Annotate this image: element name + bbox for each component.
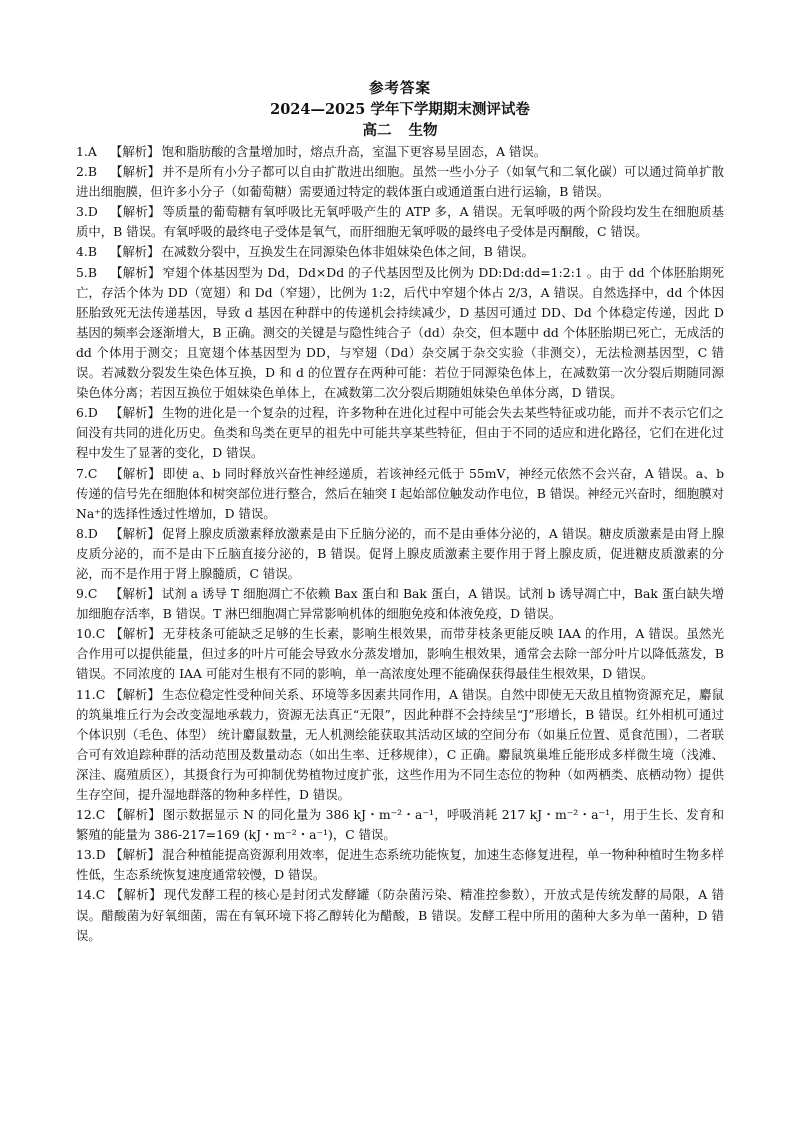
analysis-text: 即使 a、b 同时释放兴奋性神经递质，若该神经元低于 55mV，神经元依然不会兴奋，A 错误。a、b 传递的信号先在细胞体和树突部位进行整合，然后在轴突 I 起始部位触发动作电位，B 错误。神经元兴奋时，细胞膜对 Na⁺的选择性透过性增加，D 错误。 xyxy=(76,465,724,521)
grade-label: 高二 xyxy=(362,122,392,139)
grade-subject xyxy=(76,120,724,141)
analysis-text: 促肾上腺皮质激素释放激素是由下丘脑分泌的，而不是由垂体分泌的，A 错误。糖皮质激素是由肾上腺皮质分泌的，而不是由下丘脑直接分泌的，B 错误。促肾上腺皮质激素主要作用于肾上腺皮质，促进糖皮质激素的分泌，而不是作用于肾上腺髓质，C 错误。 xyxy=(76,525,725,581)
question-number: 8.D xyxy=(76,525,98,541)
answer-item xyxy=(76,685,724,806)
question-number: 2.B xyxy=(76,164,97,180)
question-number: 1.A xyxy=(76,144,97,159)
analysis-tag: 【解析】 xyxy=(110,204,161,220)
exam-name: 2024—2025 学年下学期期末测评试卷 xyxy=(270,101,530,118)
analysis-text: 窄翅个体基因型为 Dd，Dd×Dd 的子代基因型及比例为 DD:Dd:dd=1:2:1 。由于 dd 个体胚胎期死亡，存活个体为 DD（宽翅）和 Dd（窄翅），比例为 1:2，后代中窄翅个体占 2/3，A 错误。自然选择中，dd 个体因胚胎致死无法传递基因，导致 d 基因在种群中的传递机会持续减少，D 基因可通过 DD、Dd 个体稳定传递，因此 D 基因的频率会逐渐增大，B 正确。测交的关键是与隐性纯合子（dd）杂交，但本题中 dd 个体胚胎期已死亡，无成活的 dd 个体用于测交；且宽翅个体基因型为 DD，与窄翅（Dd）杂交属于杂交实验（非测交），无法检测基因型，C 错误。若减数分裂发生染色体互换，D 和 d 的位置存在两种可能：若位于同源染色体上，在减数第一次分裂后期随同源染色体分离；若因互换位于姐妹染色单体上，在减数第二次分裂后期随姐妹染色单体分离，D 错误。 xyxy=(76,264,725,401)
answer-item xyxy=(76,242,724,262)
analysis-tag: 【解析】 xyxy=(110,164,161,180)
question-number: 9.C xyxy=(76,586,98,602)
document-title: 参考答案 xyxy=(369,80,431,97)
analysis-tag: 【解析】 xyxy=(110,144,160,159)
analysis-text: 并不是所有小分子都可以自由扩散进出细胞。虽然一些小分子（如氧气和二氧化碳）可以通过简单扩散进出细胞膜，但许多小分子（如葡萄糖）需要通过特定的载体蛋白或通道蛋白进行运输，B 错误。 xyxy=(76,164,725,200)
question-number: 13.D xyxy=(76,847,106,863)
question-number: 6.D xyxy=(76,405,98,421)
answer-item xyxy=(76,464,724,524)
analysis-text: 生态位稳定性受种间关系、环境等多因素共同作用，A 错误。自然中即使无天敌且植物资源充足，麝鼠的筑巢堆丘行为会改变湿地承载力，资源无法真正“无限”，因此种群不会持续呈“J”形增长，B 错误。红外相机可通过个体识别（毛色、体型） 统计麝鼠数量，无人机测绘能获取其活动区域的空间分布（如巢丘位置、觅食范围），二者联合可有效追踪种群的活动范围及数量动态（如出生率、迁移规律），C 正确。麝鼠筑巢堆丘能形成多样微生境（浅滩、深洼、腐殖质区），其摄食行为可抑制优势植物过度扩张，这些作用为不同生态位的物种（如两栖类、底栖动物）提供生存空间，提升湿地群落的物种多样性，D 错误。 xyxy=(76,686,725,802)
question-number: 12.C xyxy=(76,807,106,823)
answer-item xyxy=(76,263,724,404)
analysis-text: 现代发酵工程的核心是封闭式发酵罐（防杂菌污染、精准控参数），开放式是传统发酵的局限，A 错误。醋酸菌为好氧细菌，需在有氧环境下将乙醇转化为醋酸，B 错误。发酵工程中所用的菌种大多为单一菌种，D 错误。 xyxy=(76,887,725,943)
analysis-tag: 【解析】 xyxy=(110,686,161,702)
analysis-text: 在减数分裂中，互换发生在同源染色体非姐妹染色体之间，B 错误。 xyxy=(161,244,534,260)
answer-item xyxy=(76,584,724,624)
answer-item xyxy=(76,805,724,845)
analysis-text: 试剂 a 诱导 T 细胞凋亡不依赖 Bax 蛋白和 Bak 蛋白，A 错误。试剂 b 诱导凋亡中，Bak 蛋白缺失增加细胞存活率，B 错误。T 淋巴细胞凋亡异常影响机体的细胞免疫和体液免疫，D 错误。 xyxy=(76,586,724,622)
analysis-tag: 【解析】 xyxy=(110,405,161,421)
analysis-text: 图示数据显示 N 的同化量为 386 kJ・m⁻²・a⁻¹，呼吸消耗 217 kJ・m⁻²・a⁻¹，用于生长、发育和繁殖的能量为 386-217=169 (kJ・m⁻²・a⁻¹)，C 错误。 xyxy=(76,807,724,843)
question-number: 11.C xyxy=(76,686,106,702)
answer-item xyxy=(76,202,724,242)
question-number: 5.B xyxy=(76,264,97,280)
subject-label: 生物 xyxy=(408,122,438,139)
analysis-tag: 【解析】 xyxy=(110,847,161,863)
analysis-text: 混合种植能提高资源利用效率，促进生态系统功能恢复，加速生态修复进程，单一物种种植时生物多样性低，生态系统恢复速度通常较慢，D 错误。 xyxy=(76,847,725,883)
answer-item xyxy=(76,524,724,584)
answer-list xyxy=(76,142,724,946)
question-number: 7.C xyxy=(76,465,98,481)
question-number: 14.C xyxy=(76,887,106,903)
analysis-tag: 【解析】 xyxy=(110,465,161,481)
answer-item xyxy=(76,624,724,684)
analysis-text: 饱和脂肪酸的含量增加时，熔点升高，室温下更容易呈固态，A 错误。 xyxy=(161,144,547,159)
question-number: 4.B xyxy=(76,244,97,260)
question-number: 3.D xyxy=(76,204,98,220)
analysis-tag: 【解析】 xyxy=(110,525,161,541)
analysis-tag: 【解析】 xyxy=(110,586,160,602)
analysis-tag: 【解析】 xyxy=(110,244,160,260)
answer-item xyxy=(76,142,724,162)
document-header xyxy=(76,78,724,141)
analysis-tag: 【解析】 xyxy=(110,887,162,903)
analysis-tag: 【解析】 xyxy=(110,264,161,280)
answer-item xyxy=(76,403,724,463)
answer-item xyxy=(76,885,724,945)
analysis-tag: 【解析】 xyxy=(110,807,161,823)
answer-item xyxy=(76,845,724,885)
analysis-text: 等质量的葡萄糖有氧呼吸比无氧呼吸产生的 ATP 多，A 错误。无氧呼吸的两个阶段均发生在细胞质基质中，B 错误。有氧呼吸的最终电子受体是氧气，而肝细胞无氧呼吸的最终电子受体是丙酮酸，C 错误。 xyxy=(76,204,725,240)
answer-item xyxy=(76,162,724,202)
question-number: 10.C xyxy=(76,626,106,642)
analysis-text: 生物的进化是一个复杂的过程，许多物种在进化过程中可能会失去某些特征或功能，而并不表示它们之间没有共同的进化历史。鱼类和鸟类在更早的祖先中可能共享某些特征，但由于不同的适应和进化路径，它们在进化过程中发生了显著的变化，D 错误。 xyxy=(76,405,725,461)
analysis-text: 无芽枝条可能缺乏足够的生长素，影响生根效果，而带芽枝条更能反映 IAA 的作用，A 错误。虽然光合作用可以提供能量，但过多的叶片可能会导致水分蒸发增加，影响生根效果，通常会去除一部分叶片以降低蒸发，B 错误。不同浓度的 IAA 可能对生根有不同的影响，单一高浓度处理不能确保获得最佳生根效果，D 错误。 xyxy=(76,626,725,682)
analysis-tag: 【解析】 xyxy=(110,626,161,642)
